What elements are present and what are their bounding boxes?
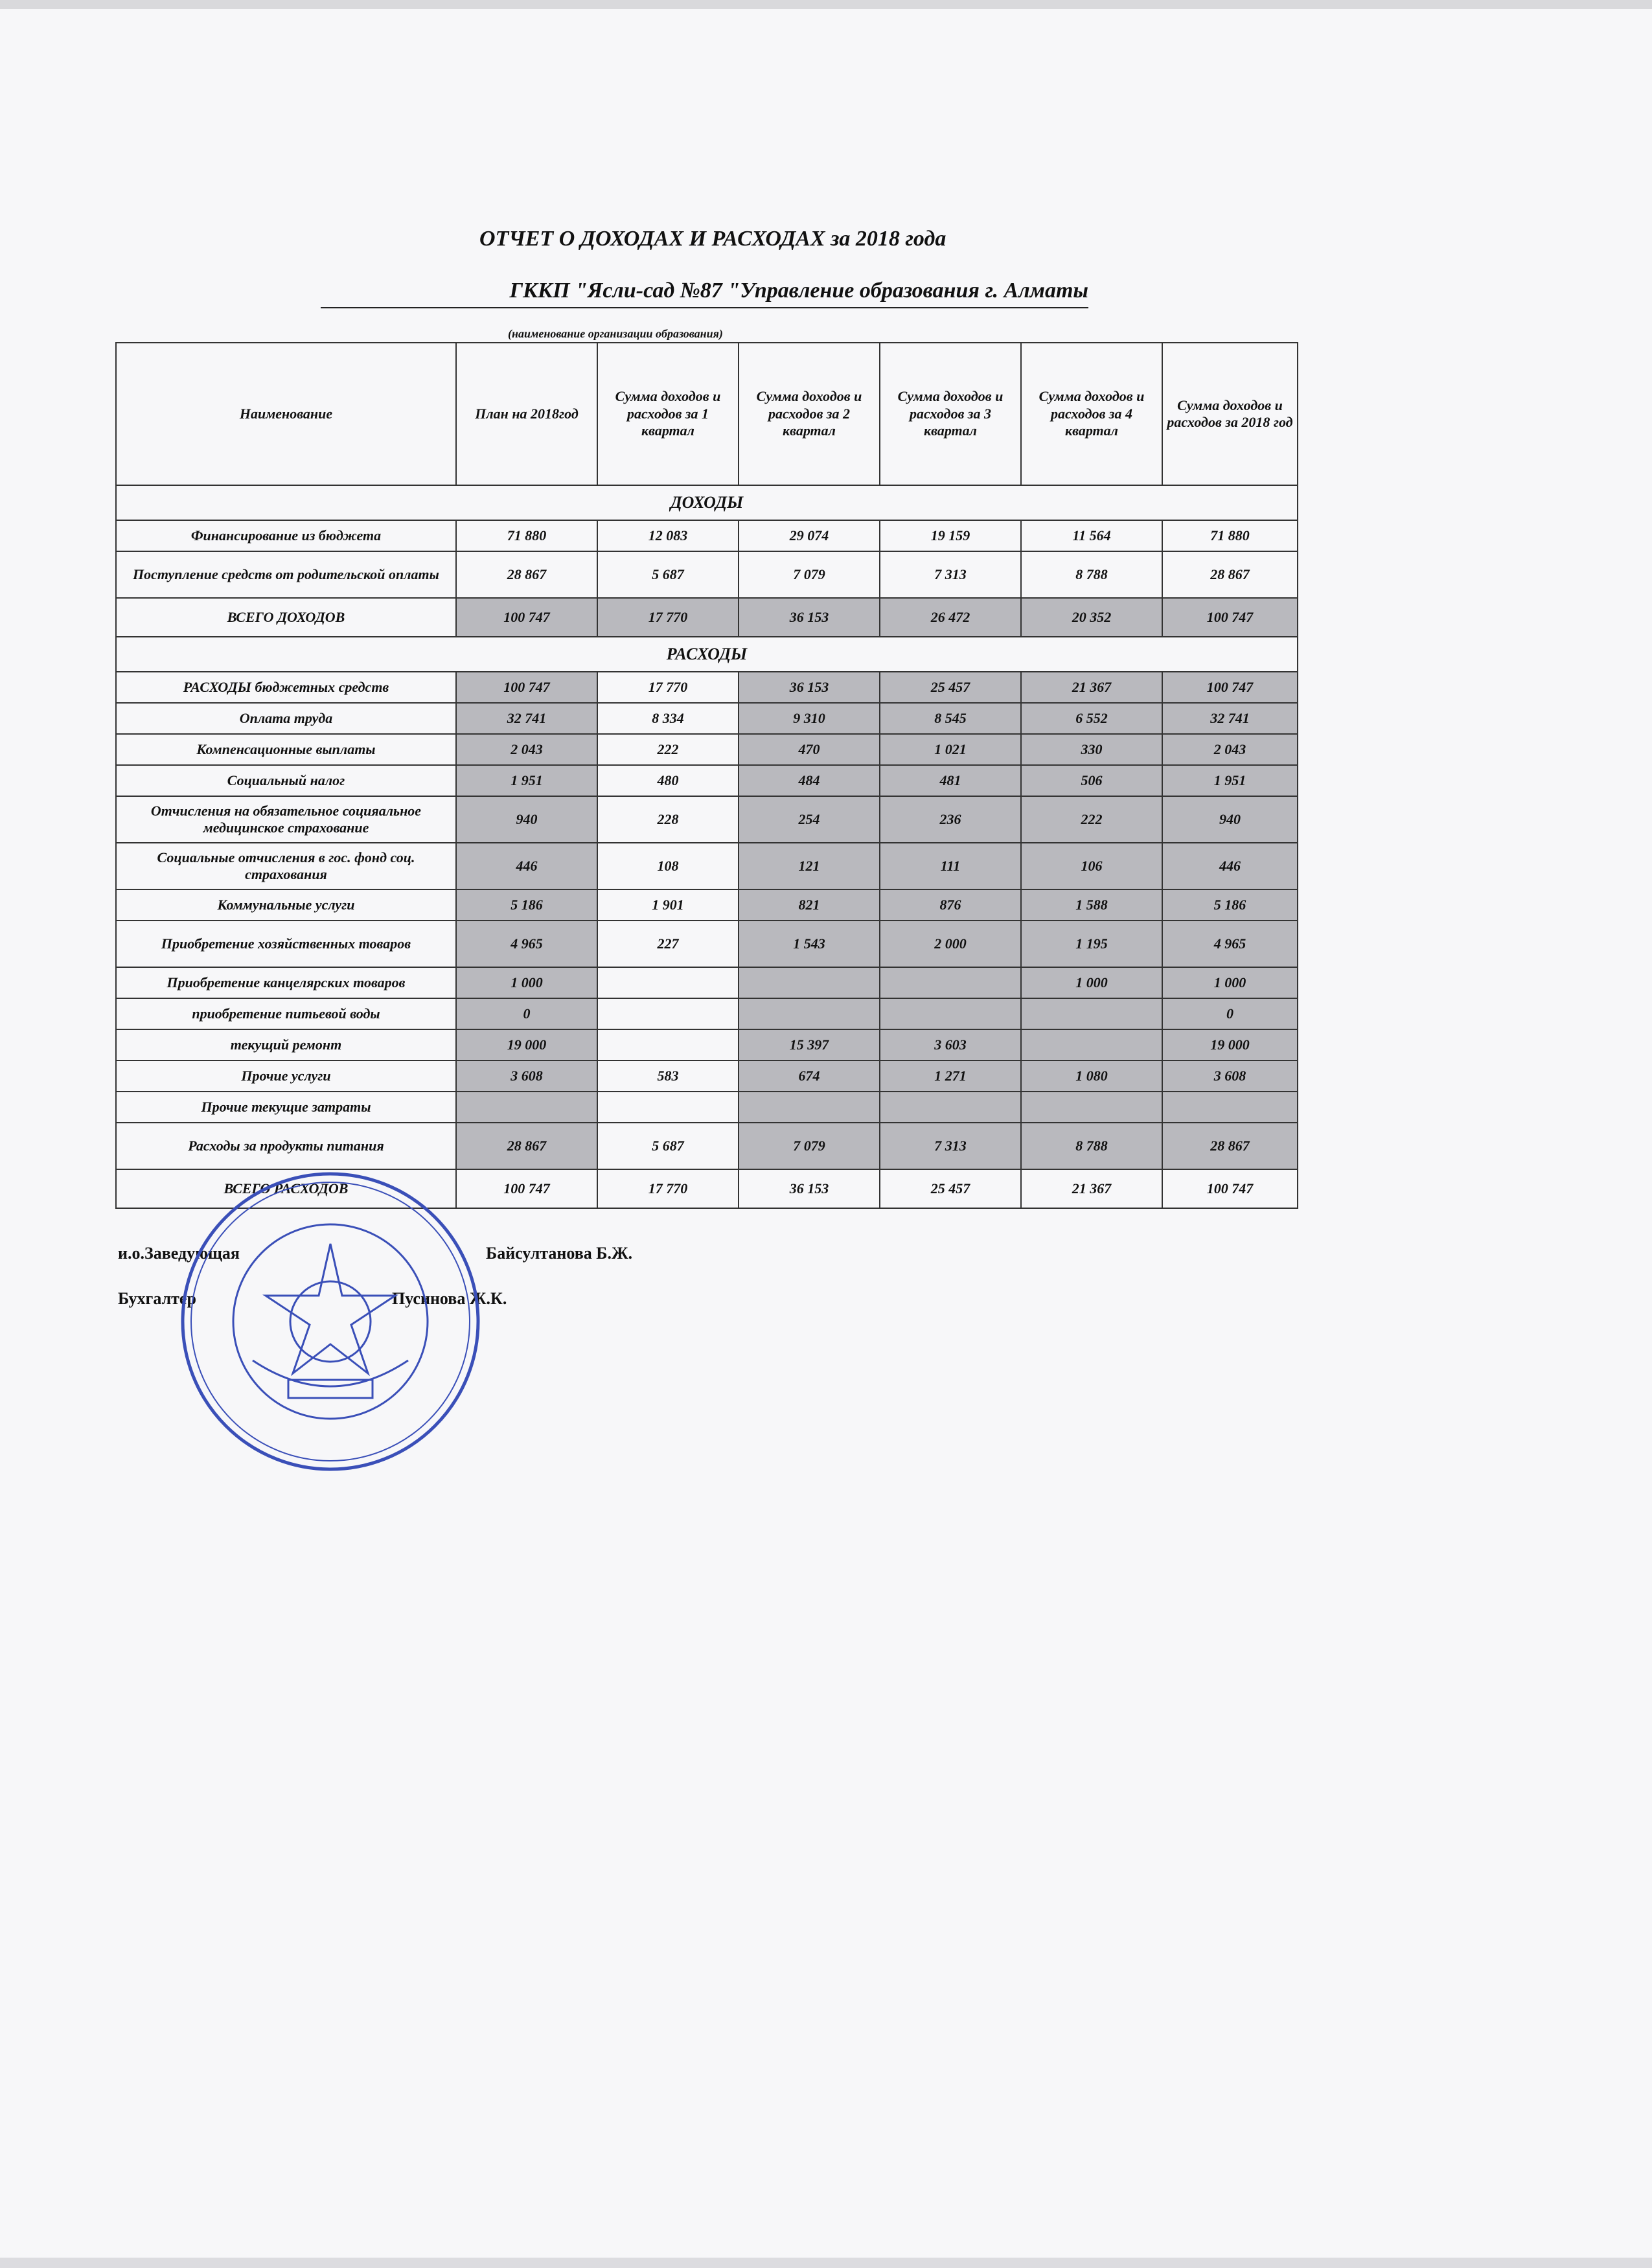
- cell-plan: 100 747: [456, 672, 597, 703]
- cell-plan: 32 741: [456, 703, 597, 734]
- header-q2: Сумма доходов и расходов за 2 квартал: [739, 343, 880, 485]
- expense-row: [116, 672, 1298, 703]
- cell-q2: 15 397: [739, 1029, 880, 1060]
- expense-row: [116, 967, 1298, 998]
- cell-q1: 17 770: [597, 672, 739, 703]
- expense-row: [116, 703, 1298, 734]
- cell-plan: [456, 1092, 597, 1123]
- cell-q3: 481: [880, 765, 1021, 796]
- scan-edge-top: [0, 0, 1652, 9]
- cell-q2: 484: [739, 765, 880, 796]
- cell-q3: 8 545: [880, 703, 1021, 734]
- cell-plan: 3 608: [456, 1060, 597, 1092]
- cell-q1: [597, 1092, 739, 1123]
- cell-q1: 108: [597, 843, 739, 889]
- header-q3: Сумма доходов и расходов за 3 квартал: [880, 343, 1021, 485]
- expense-row: [116, 998, 1298, 1029]
- row-name: Прочие текущие затраты: [116, 1092, 456, 1123]
- cell-q2: 1 543: [739, 921, 880, 967]
- cell-q1: 5 687: [597, 1123, 739, 1169]
- cell-q4: [1021, 1092, 1162, 1123]
- expense-row: [116, 889, 1298, 921]
- cell-year: 71 880: [1162, 520, 1298, 551]
- row-name: Приобретение канцелярских товаров: [116, 967, 456, 998]
- income-total-row: [116, 598, 1298, 637]
- row-name: Финансирование из бюджета: [116, 520, 456, 551]
- cell-year: 1 000: [1162, 967, 1298, 998]
- row-name: Расходы за продукты питания: [116, 1123, 456, 1169]
- cell-plan: 28 867: [456, 1123, 597, 1169]
- cell-q3: 876: [880, 889, 1021, 921]
- cell-plan: 100 747: [456, 598, 597, 637]
- cell-year: 446: [1162, 843, 1298, 889]
- cell-year: 100 747: [1162, 1169, 1298, 1208]
- row-name: Социальные отчисления в гос. фонд соц. страхования: [116, 843, 456, 889]
- cell-q1: 583: [597, 1060, 739, 1092]
- header-row: [116, 343, 1298, 485]
- cell-plan: 19 000: [456, 1029, 597, 1060]
- cell-year: 32 741: [1162, 703, 1298, 734]
- cell-q4: 1 588: [1021, 889, 1162, 921]
- expense-row: [116, 921, 1298, 967]
- section-expense: [116, 637, 1298, 672]
- income-row: [116, 551, 1298, 598]
- cell-q2: 121: [739, 843, 880, 889]
- cell-year: 0: [1162, 998, 1298, 1029]
- accountant-name: Пусинова Ж.К.: [392, 1289, 507, 1308]
- cell-q2: 470: [739, 734, 880, 765]
- expense-row: [116, 765, 1298, 796]
- cell-q3: 111: [880, 843, 1021, 889]
- cell-plan: 1 951: [456, 765, 597, 796]
- cell-q1: 1 901: [597, 889, 739, 921]
- cell-q2: 36 153: [739, 672, 880, 703]
- row-name: РАСХОДЫ бюджетных средств: [116, 672, 456, 703]
- cell-year: 19 000: [1162, 1029, 1298, 1060]
- cell-q1: 12 083: [597, 520, 739, 551]
- cell-q2: 254: [739, 796, 880, 843]
- row-name: Отчисления на обязательное социяальное медицинское страхование: [116, 796, 456, 843]
- cell-q3: 3 603: [880, 1029, 1021, 1060]
- cell-q4: 1 195: [1021, 921, 1162, 967]
- head-role: и.о.Заведующая: [118, 1244, 240, 1263]
- cell-q4: 8 788: [1021, 551, 1162, 598]
- organization-caption: (наименование организации образования): [508, 327, 723, 340]
- cell-q3: [880, 967, 1021, 998]
- cell-q4: 1 000: [1021, 967, 1162, 998]
- cell-q3: 19 159: [880, 520, 1021, 551]
- cell-q1: [597, 967, 739, 998]
- cell-plan: 0: [456, 998, 597, 1029]
- cell-year: 28 867: [1162, 551, 1298, 598]
- cell-q3: 26 472: [880, 598, 1021, 637]
- organization-name: ГККП "Ясли-сад №87 "Управление образования г. Алматы: [321, 279, 1088, 308]
- cell-plan: 1 000: [456, 967, 597, 998]
- row-name: Компенсационные выплаты: [116, 734, 456, 765]
- cell-plan: 4 965: [456, 921, 597, 967]
- cell-year: 940: [1162, 796, 1298, 843]
- expense-row: [116, 734, 1298, 765]
- cell-q3: [880, 1092, 1021, 1123]
- cell-q2: 36 153: [739, 598, 880, 637]
- section-expense-label: РАСХОДЫ: [116, 637, 1298, 672]
- row-name: Прочие услуги: [116, 1060, 456, 1092]
- cell-q2: 7 079: [739, 551, 880, 598]
- cell-q3: 2 000: [880, 921, 1021, 967]
- scan-edge-bottom: [0, 2258, 1652, 2268]
- cell-q1: 227: [597, 921, 739, 967]
- header-plan: План на 2018год: [456, 343, 597, 485]
- cell-q1: 5 687: [597, 551, 739, 598]
- income-row: [116, 520, 1298, 551]
- row-name: Приобретение хозяйственных товаров: [116, 921, 456, 967]
- cell-q3: [880, 998, 1021, 1029]
- cell-q4: 106: [1021, 843, 1162, 889]
- expense-row: [116, 1060, 1298, 1092]
- cell-q2: 29 074: [739, 520, 880, 551]
- cell-q4: [1021, 1029, 1162, 1060]
- cell-q4: 330: [1021, 734, 1162, 765]
- cell-q2: 36 153: [739, 1169, 880, 1208]
- row-name: текущий ремонт: [116, 1029, 456, 1060]
- cell-q2: 7 079: [739, 1123, 880, 1169]
- header-q4: Сумма доходов и расходов за 4 квартал: [1021, 343, 1162, 485]
- cell-q3: 25 457: [880, 1169, 1021, 1208]
- cell-plan: 5 186: [456, 889, 597, 921]
- expense-row: [116, 843, 1298, 889]
- cell-q3: 236: [880, 796, 1021, 843]
- cell-q3: 1 271: [880, 1060, 1021, 1092]
- cell-plan: 100 747: [456, 1169, 597, 1208]
- expense-row: [116, 1029, 1298, 1060]
- cell-q4: 506: [1021, 765, 1162, 796]
- cell-q2: [739, 1092, 880, 1123]
- cell-q1: [597, 998, 739, 1029]
- cell-q1: 222: [597, 734, 739, 765]
- cell-q3: 7 313: [880, 1123, 1021, 1169]
- cell-year: 100 747: [1162, 672, 1298, 703]
- expense-row: [116, 796, 1298, 843]
- row-name: Социальный налог: [116, 765, 456, 796]
- cell-plan: 446: [456, 843, 597, 889]
- cell-q2: 9 310: [739, 703, 880, 734]
- section-income-label: ДОХОДЫ: [116, 485, 1298, 520]
- official-stamp: [175, 1166, 486, 1477]
- expense-row: [116, 1092, 1298, 1123]
- cell-q3: 1 021: [880, 734, 1021, 765]
- cell-q4: [1021, 998, 1162, 1029]
- cell-q2: 821: [739, 889, 880, 921]
- cell-plan: 940: [456, 796, 597, 843]
- cell-q2: [739, 998, 880, 1029]
- cell-q1: 17 770: [597, 1169, 739, 1208]
- cell-q1: 8 334: [597, 703, 739, 734]
- cell-plan: 2 043: [456, 734, 597, 765]
- cell-q3: 7 313: [880, 551, 1021, 598]
- cell-year: 3 608: [1162, 1060, 1298, 1092]
- header-name: Наименование: [116, 343, 456, 485]
- accountant-role: Бухгалтер: [118, 1289, 196, 1308]
- report-title: ОТЧЕТ О ДОХОДАХ И РАСХОДАХ за 2018 года: [479, 227, 946, 251]
- cell-q1: 480: [597, 765, 739, 796]
- row-name: Поступление средств от родительской оплаты: [116, 551, 456, 598]
- cell-q4: 21 367: [1021, 1169, 1162, 1208]
- cell-q4: 6 552: [1021, 703, 1162, 734]
- row-name: ВСЕГО РАСХОДОВ: [116, 1169, 456, 1208]
- cell-q4: 21 367: [1021, 672, 1162, 703]
- cell-plan: 71 880: [456, 520, 597, 551]
- cell-q2: 674: [739, 1060, 880, 1092]
- cell-plan: 28 867: [456, 551, 597, 598]
- row-name: Коммунальные услуги: [116, 889, 456, 921]
- cell-q4: 20 352: [1021, 598, 1162, 637]
- cell-q3: 25 457: [880, 672, 1021, 703]
- cell-q4: 1 080: [1021, 1060, 1162, 1092]
- cell-q4: 11 564: [1021, 520, 1162, 551]
- row-name: приобретение питьевой воды: [116, 998, 456, 1029]
- cell-q1: [597, 1029, 739, 1060]
- section-income: [116, 485, 1298, 520]
- header-q1: Сумма доходов и расходов за 1 квартал: [597, 343, 739, 485]
- expense-row: [116, 1123, 1298, 1169]
- cell-year: 100 747: [1162, 598, 1298, 637]
- report-table: [115, 342, 1298, 1209]
- cell-year: 1 951: [1162, 765, 1298, 796]
- cell-q4: 8 788: [1021, 1123, 1162, 1169]
- row-name: ВСЕГО ДОХОДОВ: [116, 598, 456, 637]
- head-name: Байсултанова Б.Ж.: [486, 1244, 633, 1263]
- cell-year: 5 186: [1162, 889, 1298, 921]
- cell-q4: 222: [1021, 796, 1162, 843]
- cell-q1: 17 770: [597, 598, 739, 637]
- cell-year: [1162, 1092, 1298, 1123]
- cell-year: 4 965: [1162, 921, 1298, 967]
- cell-q2: [739, 967, 880, 998]
- cell-year: 28 867: [1162, 1123, 1298, 1169]
- header-year: Сумма доходов и расходов за 2018 год: [1162, 343, 1298, 485]
- cell-year: 2 043: [1162, 734, 1298, 765]
- cell-q1: 228: [597, 796, 739, 843]
- row-name: Оплата труда: [116, 703, 456, 734]
